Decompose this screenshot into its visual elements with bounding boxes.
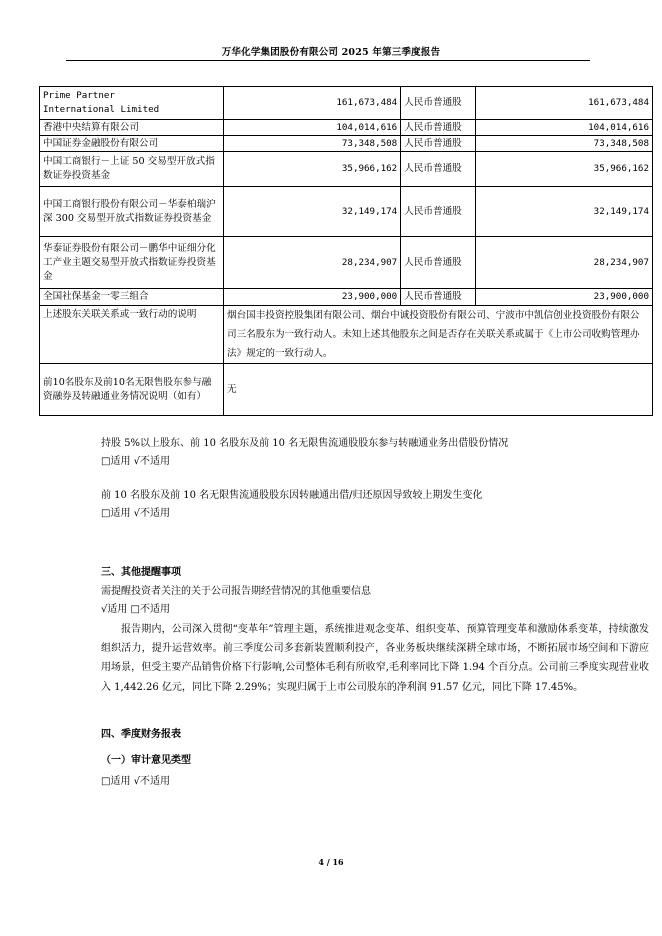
share-count: 73,348,508 [475, 136, 652, 152]
holder-shares: 28,234,907 [224, 237, 401, 289]
audit-option: □适用 √不适用 [101, 776, 170, 787]
holder-shares: 73,348,508 [224, 136, 401, 152]
share-count: 23,900,000 [475, 289, 652, 306]
section-option: √适用 □不适用 [101, 604, 170, 615]
share-class: 人民币普通股 [401, 87, 476, 120]
share-class: 人民币普通股 [401, 289, 476, 306]
table-row [40, 187, 653, 237]
related-label: 上述股东关联关系或一致行动的说明 [40, 306, 224, 364]
share-class: 人民币普通股 [401, 120, 476, 136]
paragraph-text: 报告期内，公司深入贯彻“变革年”管理主题，系统推进观念变革、组织变革、预算管理变革和激励体系变革，持续激发组织活力，提升运营效率。前三季度公司多套新装置顺利投产，各业务板块继续深耕全球市场，不断拓展市场空间和下游应用场景，但受主要产品销售价格下行影响,公司整体毛利有所收窄,毛利率同比下降 1.94 个百分点。公司前三季度实现营业收入 1,442.26 亿元，同比下降 2.29%；实现归属于上市公司股东的净利润 91.57 亿元，同比下降 17.45%。 [101, 624, 649, 693]
margin-label: 前10名股东及前10名无限售股东参与融资融券及转融通业务情况说明（如有） [40, 364, 224, 416]
sub-heading: （一）审计意见类型 [101, 755, 191, 766]
header-rule [66, 60, 590, 61]
table-row [40, 237, 653, 289]
table-row [40, 289, 653, 306]
section-subtitle: 需提醒投资者关注的关于公司报告期经营情况的其他重要信息 [101, 586, 371, 597]
section-heading: 三、其他提醒事项 [101, 567, 181, 578]
table-row [40, 87, 653, 120]
change-option: □适用 √不适用 [101, 508, 170, 519]
holder-name: 中国工商银行股份有限公司－华泰柏瑞沪深 300 交易型开放式指数证券投资基金 [40, 187, 224, 237]
share-count: 161,673,484 [475, 87, 652, 120]
share-class: 人民币普通股 [401, 187, 476, 237]
holder-shares: 32,149,174 [224, 187, 401, 237]
holder-name: 中国工商银行－上证 50 交易型开放式指数证券投资基金 [40, 152, 224, 187]
table-row [40, 120, 653, 136]
share-class: 人民币普通股 [401, 152, 476, 187]
holder-name: 全国社保基金一零三组合 [40, 289, 224, 306]
share-count: 104,014,616 [475, 120, 652, 136]
holder-shares: 35,966,162 [224, 152, 401, 187]
section-heading: 四、季度财务报表 [101, 729, 181, 740]
share-class: 人民币普通股 [401, 237, 476, 289]
related-text: 烟台国丰投资控股集团有限公司、烟台中诚投资股份有限公司、宁波市中凯信创业投资股份有限公司三名股东为一致行动人。未知上述其他股东之间是否存在关联关系或属于《上市公司收购管理办法》规定的一致行动人。 [224, 306, 653, 364]
table-row [40, 136, 653, 152]
lending-option: □适用 √不适用 [101, 456, 170, 467]
holder-name: 香港中央结算有限公司 [40, 120, 224, 136]
share-count: 35,966,162 [475, 152, 652, 187]
page-number: 4 / 16 [318, 857, 344, 867]
shareholders-table [39, 86, 653, 416]
holder-name-line: International Limited [43, 104, 160, 115]
table-row [40, 152, 653, 187]
holder-shares: 104,014,616 [224, 120, 401, 136]
operations-paragraph [101, 620, 649, 697]
holder-shares: 161,673,484 [224, 87, 401, 120]
holder-name: 华泰证券股份有限公司－鹏华中证细分化工产业主题交易型开放式指数证券投资基金 [40, 237, 224, 289]
table-row [40, 364, 653, 416]
table-row [40, 306, 653, 364]
holder-name-line: Prime Partner [43, 90, 115, 101]
share-count: 32,149,174 [475, 187, 652, 237]
change-title: 前 10 名股东及前 10 名无限售流通股股东因转融通出借/归还原因导致较上期发生变化 [101, 490, 483, 501]
holder-name [40, 87, 224, 120]
share-class: 人民币普通股 [401, 136, 476, 152]
margin-text: 无 [224, 364, 653, 416]
lending-title: 持股 5%以上股东、前 10 名股东及前 10 名无限售流通股股东参与转融通业务出借股份情况 [101, 438, 509, 449]
holder-name: 中国证券金融股份有限公司 [40, 136, 224, 152]
share-count: 28,234,907 [475, 237, 652, 289]
page-header: 万华化学集团股份有限公司 2025 年第三季度报告 [221, 47, 441, 58]
holder-shares: 23,900,000 [224, 289, 401, 306]
